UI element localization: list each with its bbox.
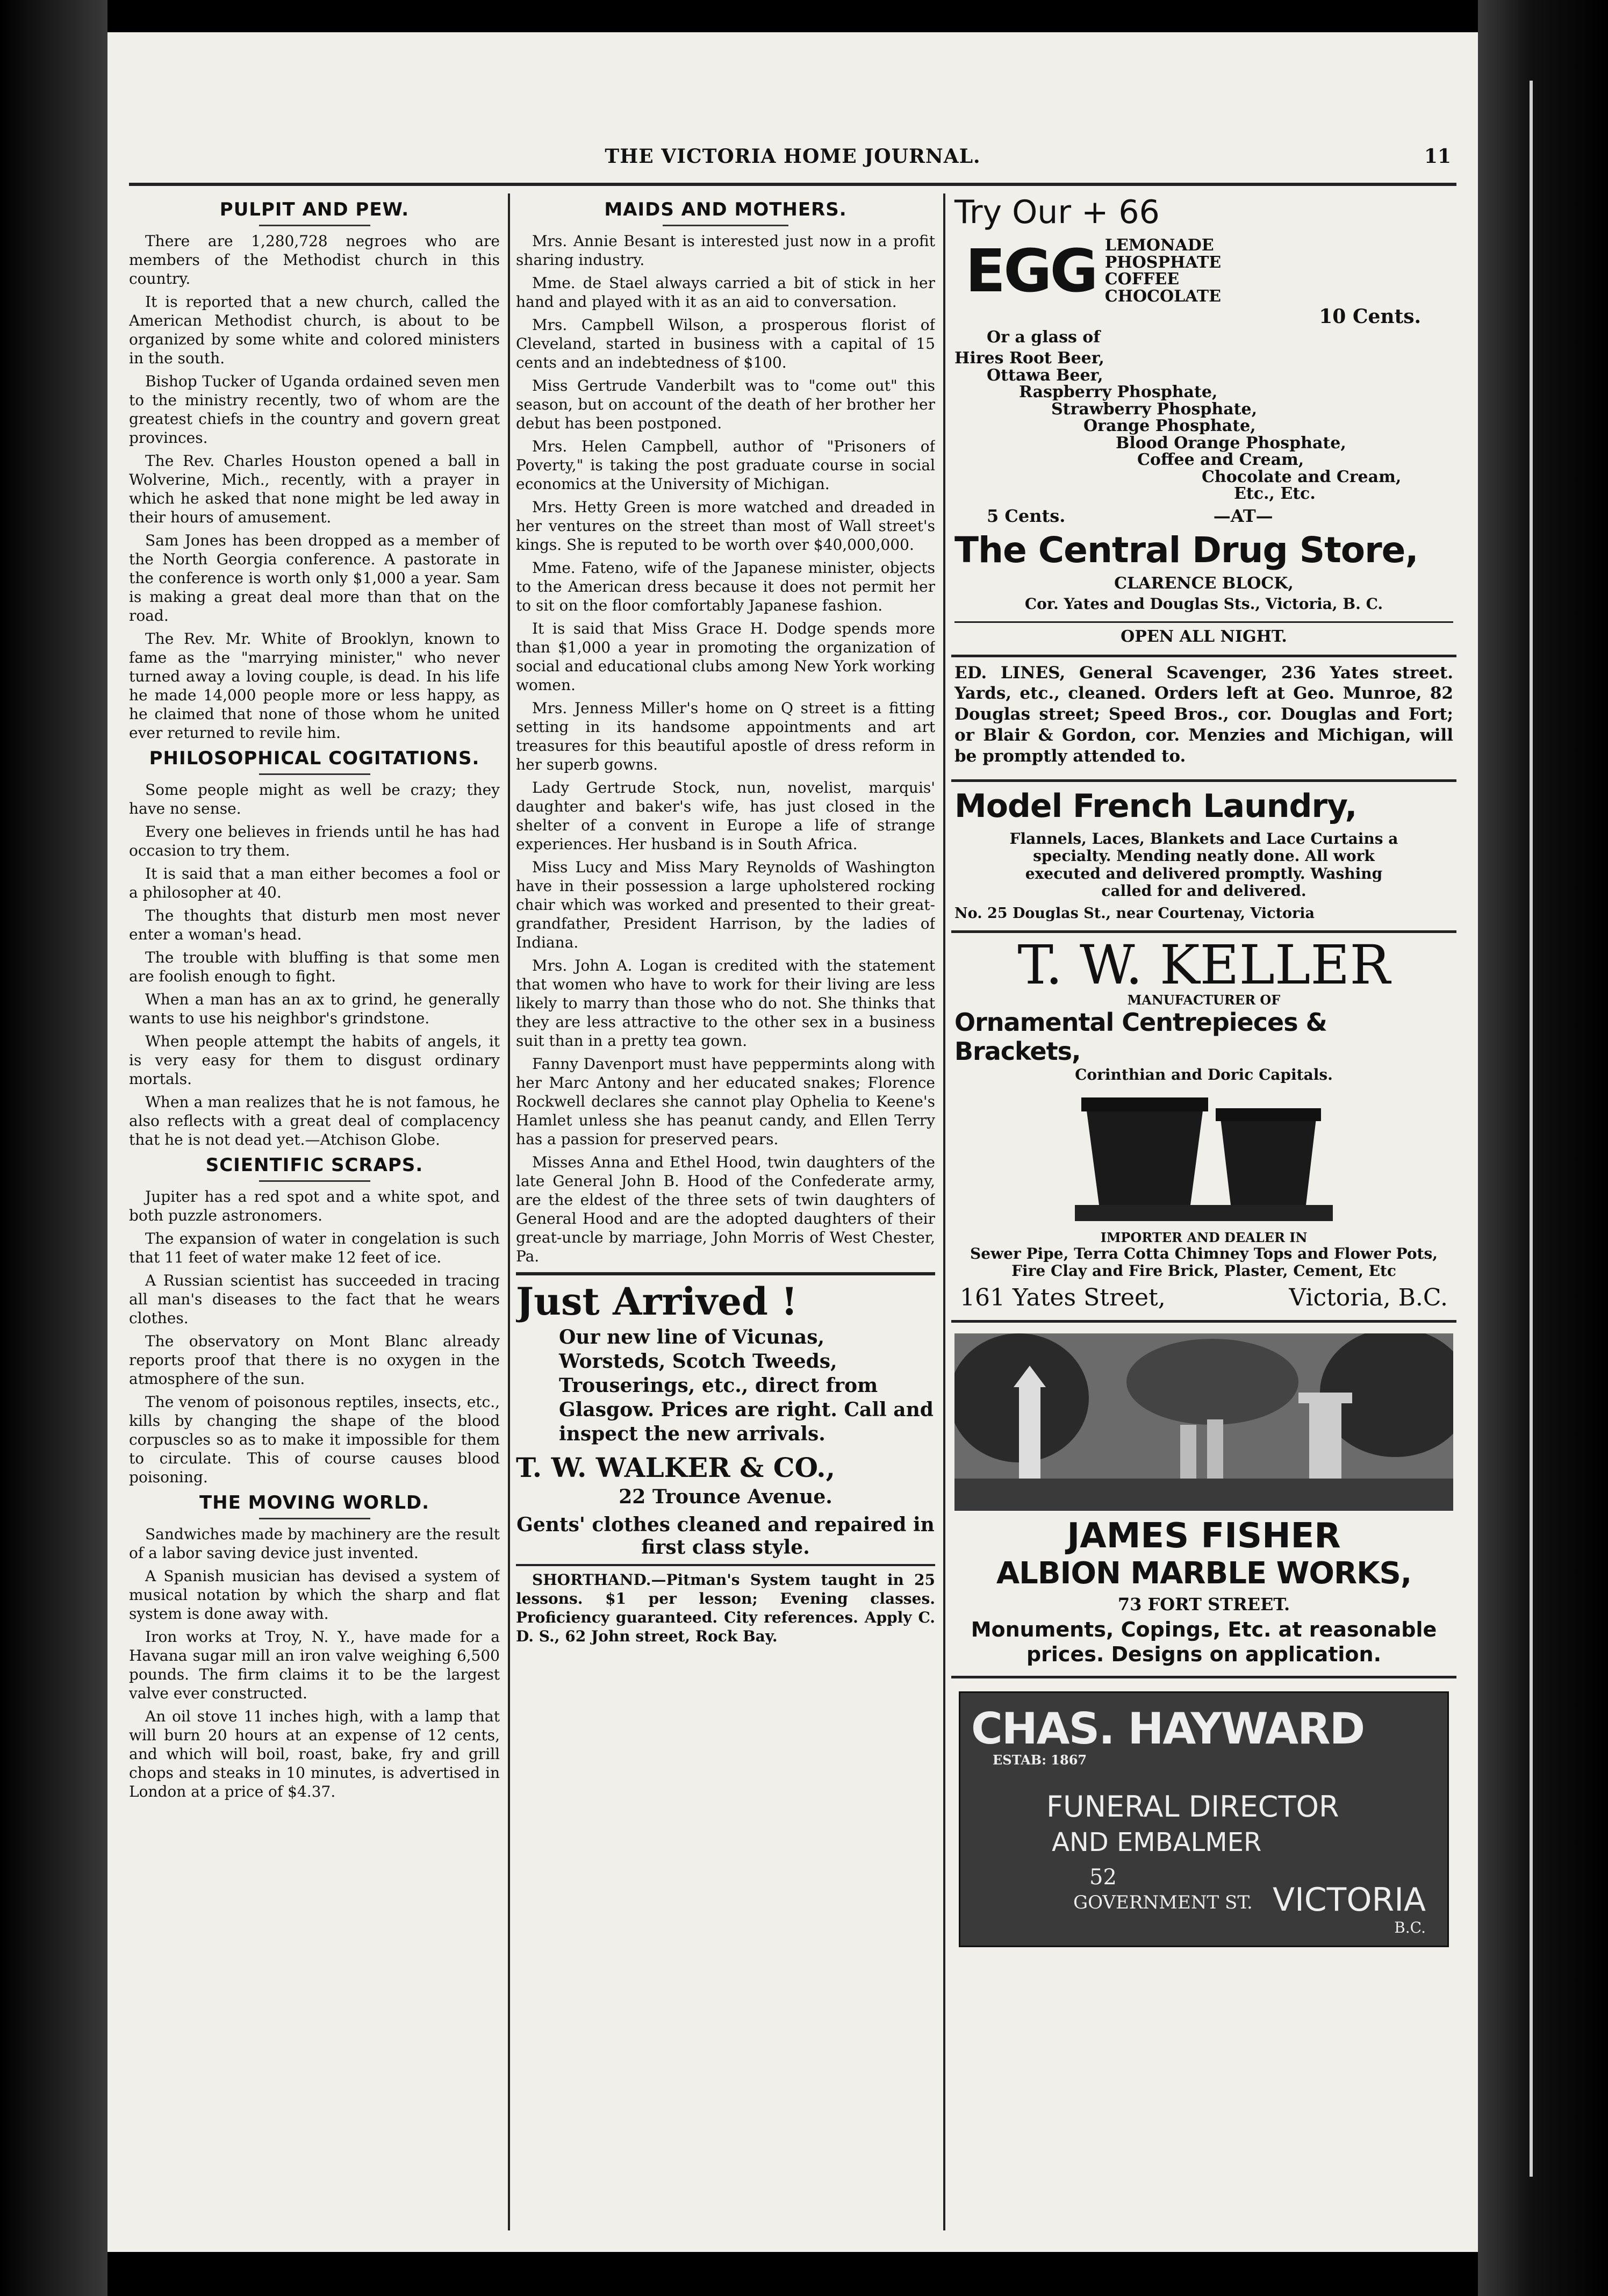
- keller-street: 161 Yates Street,: [960, 1284, 1166, 1312]
- news-item: Bishop Tucker of Uganda ordained seven men to the ministry recently, two of whom are the greatest chiefs in the country and govern great provinces.: [129, 372, 500, 447]
- hayward-street: GOVERNMENT ST.: [1073, 1891, 1253, 1913]
- store-open: OPEN ALL NIGHT.: [954, 621, 1453, 646]
- fisher-name: JAMES FISHER: [1067, 1516, 1341, 1556]
- drink: Etc., Etc.: [1234, 484, 1316, 503]
- column-right: [951, 193, 1456, 2230]
- section-title-maids: MAIDS AND MOTHERS.: [604, 199, 847, 220]
- page-number: 11: [1424, 145, 1451, 168]
- column-rule: [508, 193, 510, 2230]
- section-rule: [259, 1180, 370, 1182]
- fisher-body: Monuments, Copings, Etc. at reasonable prices. Designs on application.: [971, 1618, 1437, 1666]
- news-item: Jupiter has a red spot and a white spot, and both puzzle astronomers.: [129, 1188, 500, 1224]
- news-item: The observatory on Mont Blanc already reports proof that there is no oxygen in the atmosphere of the sun.: [129, 1332, 500, 1388]
- hayward-line1: FUNERAL DIRECTOR: [1046, 1789, 1339, 1824]
- ad-keller: [951, 933, 1456, 1323]
- ad-lines-text: ED. LINES, General Scavenger, 236 Yates street. Yards, etc., cleaned. Orders left at Geo. Munroe, 82 Douglas street; Speed Bros., cor. Douglas and Fort; or Blair & Gordon, cor. Menzies and Michigan, will be promptly attended to.: [954, 663, 1453, 766]
- flavor: COFFEE: [1104, 270, 1180, 289]
- news-item: Lady Gertrude Stock, nun, novelist, marquis' daughter and baker's wife, has just closed in the shelter of a convent in Europe a life of strange experiences. Her husband is in South Africa.: [516, 779, 935, 853]
- news-item: Mme. de Stael always carried a bit of stick in her hand and played with it as an aid to conversation.: [516, 274, 935, 311]
- section-title-scientific: SCIENTIFIC SCRAPS.: [205, 1154, 423, 1176]
- scan-stripe: [1530, 81, 1533, 2177]
- laundry-title: Model French Laundry,: [954, 787, 1357, 826]
- news-item: The venom of poisonous reptiles, insects, etc., kills by changing the shape of the blood corpuscles so as to make it impossible for them to circulate. This of course causes blood poisoning.: [129, 1393, 500, 1486]
- section-rule: [259, 225, 370, 226]
- news-item: The Rev. Mr. White of Brooklyn, known to fame as the "marrying minister," who never turned away a loving couple, is dead. In his life he made 14,000 people more or less happy, as he claimed that none of those whom he united ever returned to revile him.: [129, 630, 500, 742]
- section-title-moving-world: THE MOVING WORLD.: [199, 1492, 430, 1513]
- drink: Hires Root Beer,: [954, 349, 1104, 368]
- section-rule: [663, 225, 788, 226]
- news-item: When a man has an ax to grind, he generally wants to use his neighbor's grindstone.: [129, 991, 500, 1027]
- section-title-pulpit: PULPIT AND PEW.: [219, 199, 410, 220]
- hayward-number: 52: [1089, 1864, 1117, 1890]
- drink: Raspberry Phosphate,: [1019, 383, 1218, 401]
- ad-firm: T. W. WALKER & CO.,: [516, 1452, 835, 1483]
- ad-address: 22 Trounce Avenue.: [619, 1486, 832, 1508]
- drink: Blood Orange Phosphate,: [1116, 433, 1346, 453]
- keller-sub: MANUFACTURER OF: [1127, 992, 1281, 1008]
- ad-body: Our new line of Vicunas, Worsteds, Scotch Tweeds, Trouserings, etc., direct from Glasgow. Prices are right. Call and inspect the new arrivals.: [559, 1326, 934, 1445]
- news-item: The expansion of water in congelation is such that 11 feet of water make 12 feet of ice.: [129, 1230, 500, 1266]
- news-item: Mrs. Jenness Miller's home on Q street is a fitting setting in its handsome appointments and art treasures for this beautiful apostle of dress reform in her superb gowns.: [516, 699, 935, 773]
- news-item: Iron works at Troy, N. Y., have made for a Havana sugar mill an iron valve weighing 6,500 pounds. The firm claims it to be the largest valve ever constructed.: [129, 1628, 500, 1702]
- laundry-body: Flannels, Laces, Blankets and Lace Curtains a specialty. Mending neatly done. All work executed and delivered promptly. Washing called for and delivered.: [1009, 830, 1398, 900]
- keller-caps: Corinthian and Doric Capitals.: [1075, 1066, 1333, 1084]
- drink: Chocolate and Cream,: [1202, 467, 1402, 486]
- drink: Orange Phosphate,: [1083, 417, 1256, 435]
- section-rule: [259, 1518, 370, 1519]
- news-item: Mrs. Hetty Green is more watched and dreaded in her ventures on the street than most of Wall street's kings. She is reputed to be worth over $40,000,000.: [516, 498, 935, 554]
- keller-line: Ornamental Centrepieces & Brackets,: [954, 1008, 1327, 1066]
- ad-shorthand: [516, 1564, 935, 1646]
- or-glass: Or a glass of: [987, 328, 1101, 347]
- flower-pots-illustration: [1064, 1092, 1344, 1226]
- flavor: LEMONADE: [1104, 236, 1214, 255]
- news-item: A Spanish musician has devised a system of musical notation by which the sharp and flat system is done away with.: [129, 1567, 500, 1623]
- keller-goods: Sewer Pipe, Terra Cotta Chimney Tops and Flower Pots, Fire Clay and Fire Brick, Plaster, Cement, Etc: [970, 1245, 1438, 1280]
- ad-walker: [516, 1272, 935, 1559]
- news-item: A Russian scientist has succeeded in tracing all man's diseases to the fact that he wears clothes.: [129, 1272, 500, 1327]
- store-address: Cor. Yates and Douglas Sts., Victoria, B. C.: [1024, 594, 1383, 613]
- news-item: Mme. Fateno, wife of the Japanese minister, objects to the American dress because it does not permit her to sit on the floor comfortably Japanese fashion.: [516, 559, 935, 614]
- hayward-name: CHAS. HAYWARD: [971, 1703, 1365, 1754]
- scan-edge-left: [0, 0, 107, 2296]
- drink: Coffee and Cream,: [1137, 450, 1304, 469]
- page-header: [129, 145, 1456, 186]
- news-item: Mrs. John A. Logan is credited with the statement that women who have to work for their living are less likely to marry than those who do not. She thinks that they are less attractive to the other sex in a business suit than in a pretty tea gown.: [516, 957, 935, 1050]
- news-item: Mrs. Helen Campbell, author of "Prisoners of Poverty," is taking the post graduate course in social economics at the University of Michigan.: [516, 437, 935, 493]
- keller-importer: IMPORTER AND DEALER IN: [1100, 1230, 1308, 1245]
- store-name: The Central Drug Store,: [954, 529, 1418, 571]
- ad-laundry: [951, 782, 1456, 933]
- keller-city: Victoria, B.C.: [1289, 1284, 1448, 1312]
- news-item: Fanny Davenport must have peppermints along with her Marc Antony and her educated snakes; Florence Rockwell declares she cannot play Ophelia to Keene's Hamlet unless she has peanut candy, and Ellen Terry has a passion for preserved pears.: [516, 1055, 935, 1148]
- ad-try-our: Try Our + 66: [954, 193, 1160, 231]
- news-item: The thoughts that disturb men most never enter a woman's head.: [129, 907, 500, 943]
- news-item: It is said that Miss Grace H. Dodge spends more than $1,000 a year in promoting the organization of social and educational clubs among New York working women.: [516, 620, 935, 694]
- news-item: The trouble with bluffing is that some men are foolish enough to fight.: [129, 949, 500, 985]
- scan-edge-right: [1478, 0, 1608, 2296]
- laundry-address: No. 25 Douglas St., near Courtenay, Victoria: [954, 905, 1315, 922]
- column-rule: [943, 193, 945, 2230]
- fisher-address: 73 FORT STREET.: [1117, 1594, 1290, 1615]
- hayward-line2: AND EMBALMER: [1052, 1827, 1262, 1857]
- news-item: Mrs. Campbell Wilson, a prosperous florist of Cleveland, started in business with a capital of 15 cents and an indebtedness of $100.: [516, 316, 935, 371]
- news-item: When a man realizes that he is not famous, he also reflects with a great deal of complacency that he is not dead yet.—Atchison Globe.: [129, 1093, 500, 1149]
- news-item: Sam Jones has been dropped as a member of the North Georgia conference. A pastorate in the conference is worth only $1,000 a year. Sam is making a great deal more than that on the road.: [129, 532, 500, 625]
- ad-hayward: [959, 1691, 1449, 1947]
- store-block: CLARENCE BLOCK,: [1114, 573, 1294, 593]
- news-item: Some people might as well be crazy; they have no sense.: [129, 781, 500, 817]
- ad-at: —AT—: [1213, 505, 1273, 526]
- ad-ed-lines: [951, 657, 1456, 783]
- news-item: Every one believes in friends until he has had occasion to try them.: [129, 823, 500, 859]
- hayward-estab: ESTAB: 1867: [993, 1752, 1087, 1768]
- ad-footer: Gents' clothes cleaned and repaired in first class style.: [516, 1513, 935, 1559]
- news-item: There are 1,280,728 negroes who are members of the Methodist church in this country.: [129, 232, 500, 288]
- column-middle: [516, 193, 935, 2230]
- masthead: THE VICTORIA HOME JOURNAL.: [605, 145, 981, 168]
- news-item: Misses Anna and Ethel Hood, twin daughters of the late General John B. Hood of the Confederate army, are the eldest of the three sets of twin daughters of General Hood and are the adopted daughters of their great-uncle by marriage, John Morris of West Chester, Pa.: [516, 1153, 935, 1265]
- keller-name: T. W. KELLER: [1017, 934, 1390, 996]
- section-rule: [259, 773, 370, 775]
- section-title-philosophical: PHILOSOPHICAL COGITATIONS.: [149, 748, 480, 769]
- news-item: It is said that a man either becomes a fool or a philosopher at 40.: [129, 865, 500, 901]
- ad-shorthand-text: SHORTHAND.—Pitman's System taught in 25 lessons. $1 per lesson; Evening classes. Proficiency guaranteed. City references. Apply C. D. S., 62 John street, Rock Bay.: [516, 1571, 935, 1645]
- price-5: 5 Cents.: [987, 505, 1066, 526]
- news-item: The Rev. Charles Houston opened a ball in Wolverine, Mich., recently, with a prayer in which he asked that none might be led away in their hours of amusement.: [129, 452, 500, 526]
- news-item: An oil stove 11 inches high, with a lamp that will burn 20 hours at an expense of 12 cents, and which will boil, roast, bake, fry and grill chops and steaks in 10 minutes, is advertised in London at a price of $4.37.: [129, 1707, 500, 1800]
- news-item: When people attempt the habits of angels, it is very easy for them to disgust ordinary mortals.: [129, 1032, 500, 1088]
- flavor: PHOSPHATE: [1104, 253, 1222, 272]
- news-item: Miss Lucy and Miss Mary Reynolds of Washington have in their possession a large upholstered rocking chair which was worked and presented to their great-grandfather, President Harrison, by the ladies of Indiana.: [516, 858, 935, 951]
- fisher-works: ALBION MARBLE WORKS,: [996, 1556, 1412, 1591]
- newspaper-page: [107, 32, 1478, 2252]
- news-item: Sandwiches made by machinery are the result of a labor saving device just invented.: [129, 1525, 500, 1562]
- flavor: CHOCOLATE: [1104, 286, 1222, 306]
- hayward-prov: B.C.: [1394, 1918, 1426, 1936]
- news-item: Mrs. Annie Besant is interested just now in a profit sharing industry.: [516, 232, 935, 269]
- ad-central-drug: [951, 193, 1456, 657]
- ad-fisher: [951, 1323, 1456, 1678]
- ad-egg: EGG: [965, 236, 1096, 305]
- price-10: 10 Cents.: [1319, 305, 1421, 328]
- column-left: [129, 193, 500, 2230]
- news-item: Miss Gertrude Vanderbilt was to "come out" this season, but on account of the death of her brother her debut has been postponed.: [516, 377, 935, 432]
- hayward-city: VICTORIA: [1273, 1881, 1426, 1919]
- cemetery-engraving: [954, 1333, 1453, 1511]
- drink: Strawberry Phosphate,: [1051, 399, 1258, 419]
- ad-headline: Just Arrived !: [516, 1279, 798, 1324]
- news-item: It is reported that a new church, called the American Methodist church, is about to be organized by some white and colored ministers in the south.: [129, 293, 500, 367]
- drink: Ottawa Beer,: [987, 365, 1103, 385]
